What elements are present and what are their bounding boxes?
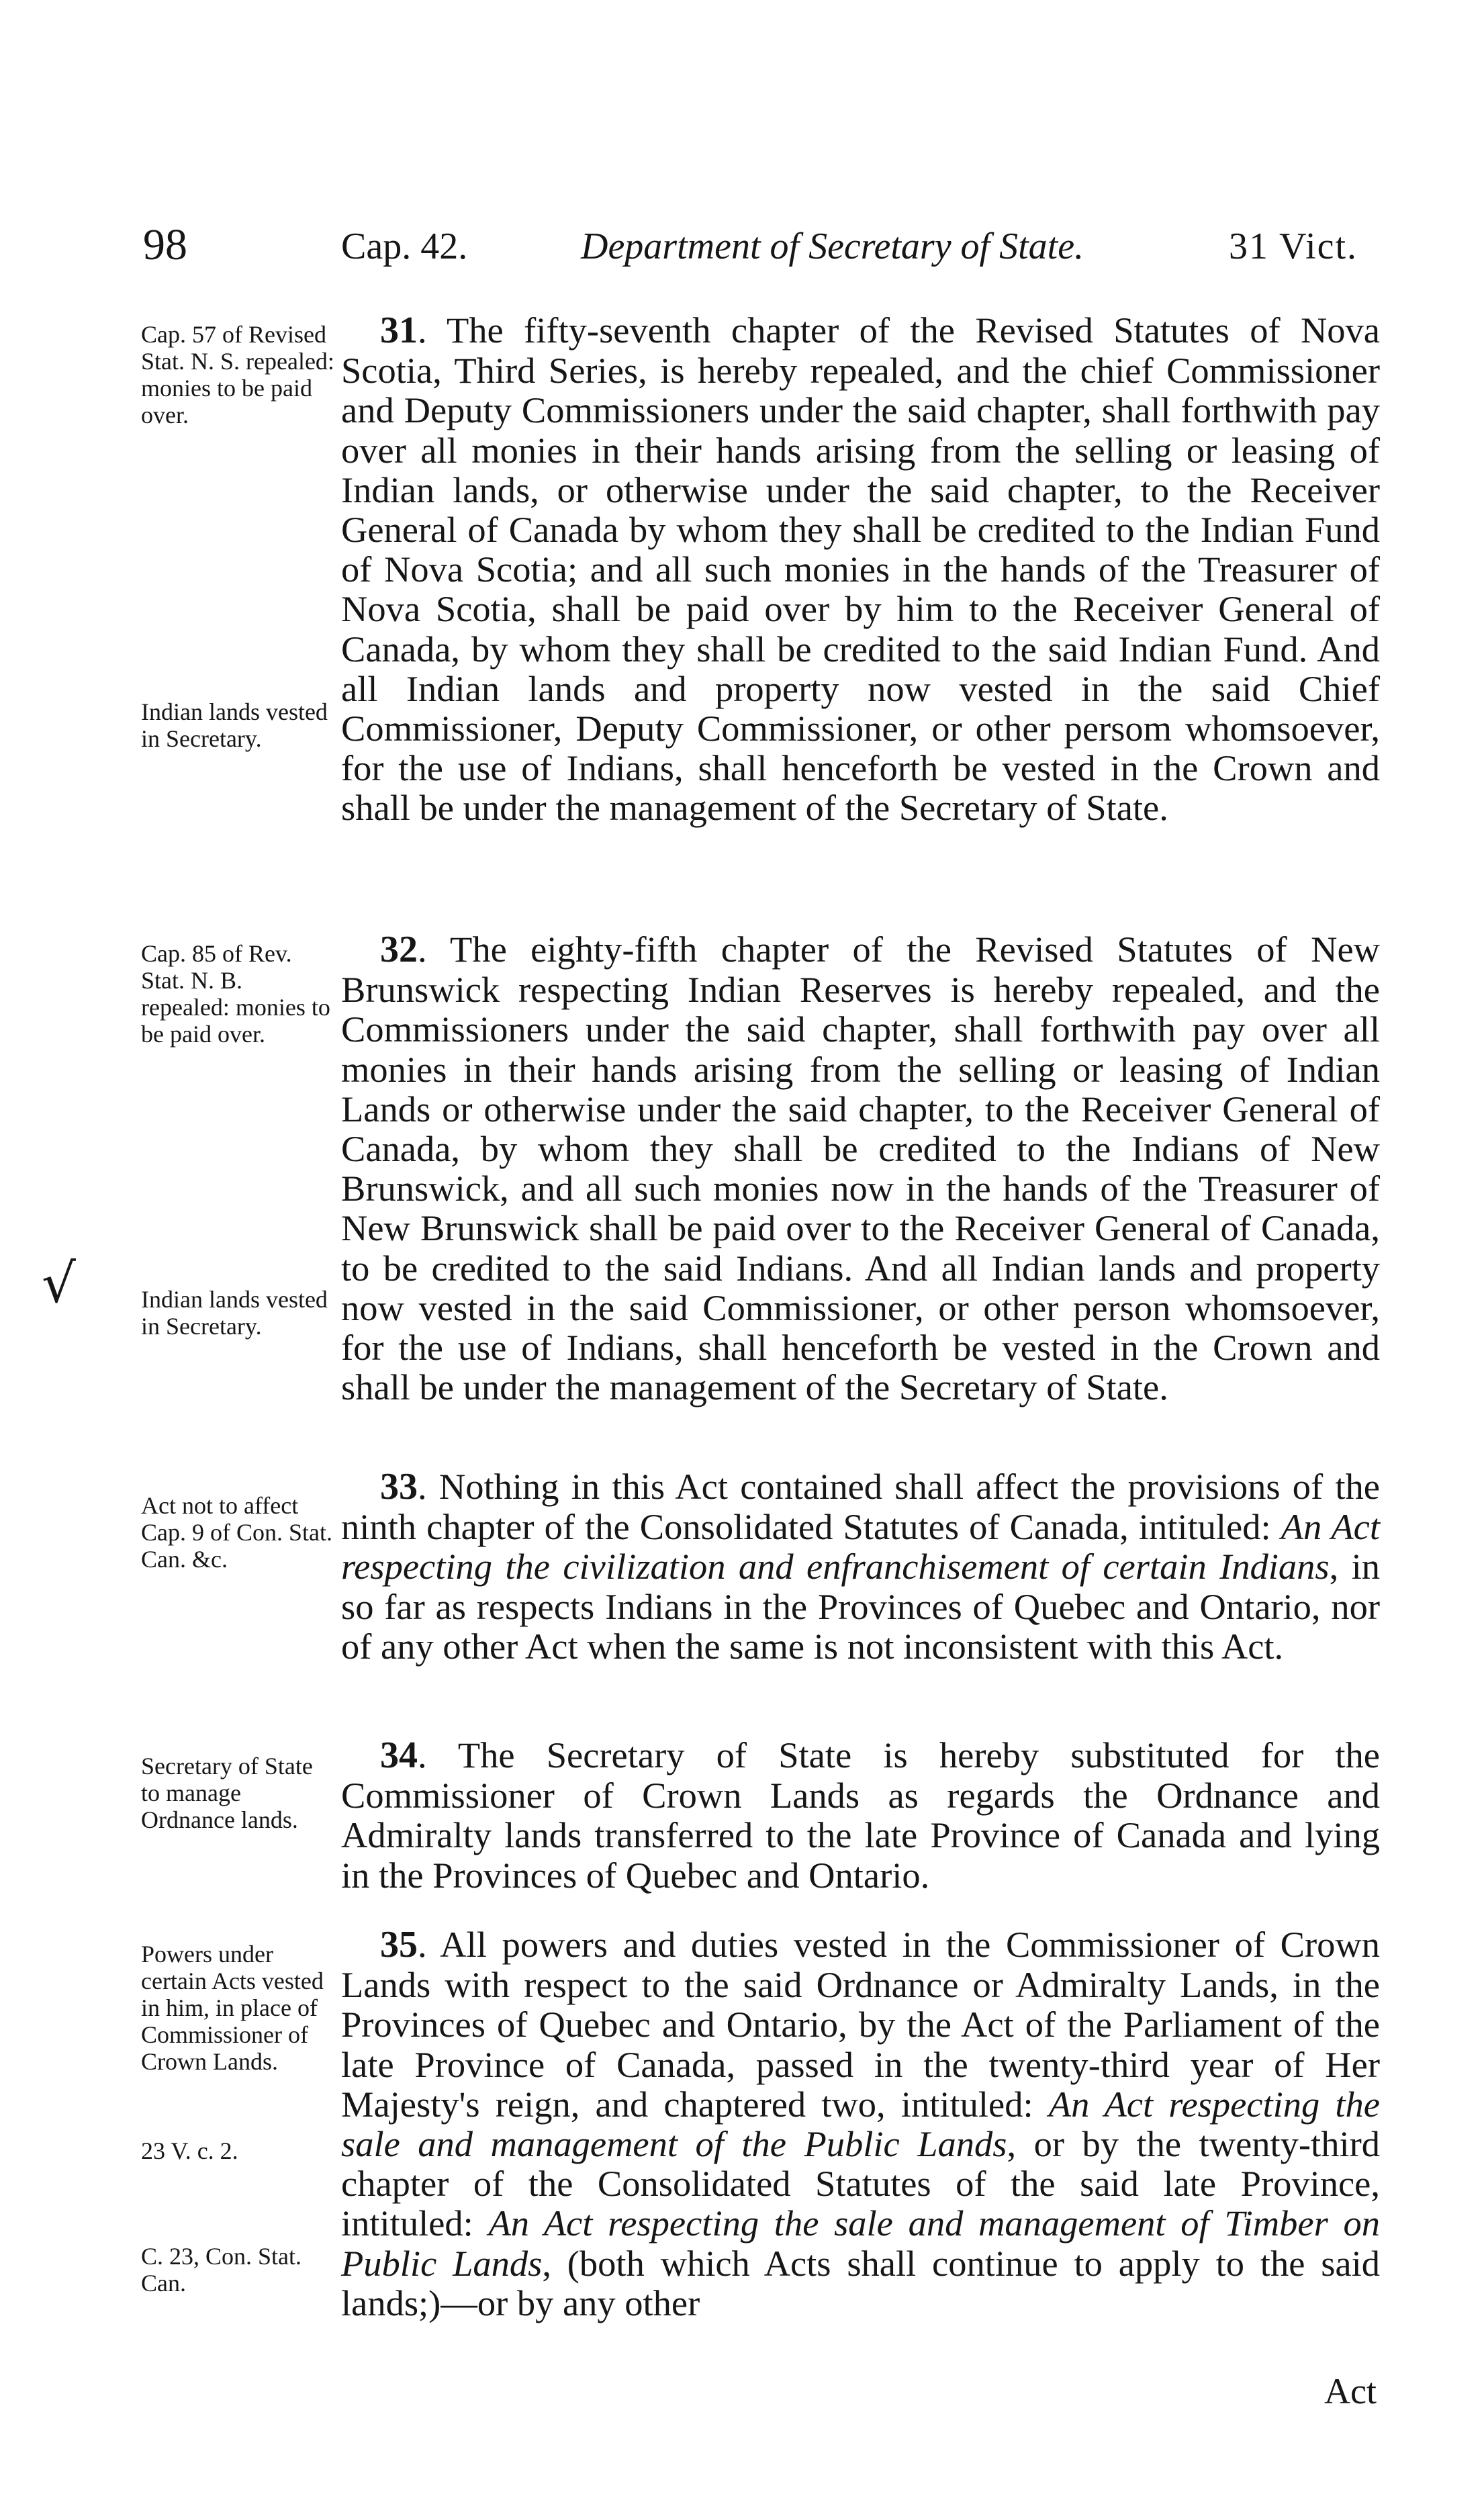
section-number: 32: [380, 929, 418, 970]
section-number: 33: [380, 1466, 418, 1508]
section-text: . The eighty-fifth chapter of the Revised Statutes of New Brunswick respecting Indian Reserves is hereby repealed, and the Commissioners under the said chapter, shall forthwith pay over all monies in their hands arising from the selling or leasing of Indian Lands or otherwise under the said chapter, to the Receiver General of Canada, by whom they shall be credited to the Indians of New Brunswick, and all such monies now in the hands of the Treasurer of New Brunswick shall be paid over to the Receiver General of Canada, to be credited to the said Indians. And all Indian lands and property now vested in the said Commissioner, or other person whomsoever, for the use of Indians, shall henceforth be vested in the Crown and shall be under the management of the Secretary of State.: [341, 929, 1380, 1408]
section-body: [341, 1925, 1380, 2323]
section-number: 35: [380, 1924, 418, 1965]
page-number: 98: [143, 220, 187, 269]
act-title: An Act respecting the sale and management of Timber on Public Lands: [341, 2203, 1380, 2284]
chapter-label: Cap. 42.: [341, 226, 468, 267]
section-body: [341, 1735, 1380, 1895]
marginal-note: C. 23, Con. Stat. Can.: [141, 2243, 302, 2297]
marginal-note: Cap. 57 of Revised Stat. N. S. repealed: monies to be paid over.: [141, 321, 334, 428]
section-number: 31: [380, 310, 418, 351]
marginal-note: Cap. 85 of Rev. Stat. N. B. repealed: monies to be paid over.: [141, 940, 330, 1048]
section-text: . Nothing in this Act contained shall affect the provisions of the ninth chapter of the Consolidated Statutes of Canada, intituled:: [341, 1466, 1380, 1548]
marginal-note: Secretary of State to manage Ordnance lands.: [141, 1753, 313, 1833]
section-text: , (both which Acts shall continue to apply to the said lands;)—or by any other: [341, 2242, 1380, 2323]
section-body: [341, 1467, 1380, 1666]
marginal-note: Act not to affect Cap. 9 of Con. Stat. Can. &c.: [141, 1492, 332, 1573]
section-text: . The fifty-seventh chapter of the Revised Statutes of Nova Scotia, Third Series, is hereby repealed, and the chief Commissioner and Deputy Commissioners under the said chapter, shall forthwith pay over all monies in their hands arising from the selling or leasing of Indian lands, or otherwise under the said chapter, to the Receiver General of Canada by whom they shall be credited to the Indian Fund of Nova Scotia; and all such monies in the hands of the Treasurer of Nova Scotia, shall be paid over by him to the Receiver General of Canada, by whom they shall be credited to the said Indian Fund. And all Indian lands and property now vested in the said Chief Commissioner, Deputy Commissioner, or other persom whomsoever, for the use of Indians, shall henceforth be vested in the Crown and shall be under the management of the Secretary of State.: [341, 310, 1380, 829]
section-body: [341, 310, 1380, 828]
running-header: [138, 220, 1380, 285]
session-label: 31 Vict.: [1229, 226, 1358, 267]
act-title: An Act respecting the sale and management of the Public Lands: [341, 2083, 1380, 2165]
marginal-note: Powers under certain Acts vested in him, in place of Commissioner of Crown Lands.: [141, 1941, 324, 2075]
marginal-note: Indian lands vested in Secretary.: [141, 698, 328, 752]
section-text: . All powers and duties vested in the Commissioner of Crown Lands with respect to the said Ordnance or Admiralty Lands, in the Provinces of Quebec and Ontario, by the Act of the Parliament of the late Province of Canada, passed in the twenty-third year of Her Majesty's reign, and chaptered two, intituled:: [341, 1924, 1380, 2125]
section-body: [341, 929, 1380, 1407]
catchword: Act: [1324, 2371, 1377, 2411]
marginal-note: Indian lands vested in Secretary.: [141, 1286, 328, 1340]
section-text: , or by the twenty-third chapter of the Consolidated Statutes of the said late Province, intituled:: [341, 2123, 1380, 2244]
running-title: Department of Secretary of State.: [581, 226, 1084, 267]
section-number: 34: [380, 1734, 418, 1776]
check-mark: √: [42, 1252, 76, 1315]
section-text: , in so far as respects Indians in the Provinces of Quebec and Ontario, nor of any other Act when the same is not inconsistent with this Act.: [341, 1546, 1380, 1667]
section-text: . The Secretary of State is hereby substituted for the Commissioner of Crown Lands as regards the Ordnance and Admiralty lands transferred to the late Province of Canada and lying in the Provinces of Quebec and Ontario.: [341, 1734, 1380, 1896]
marginal-note: 23 V. c. 2.: [141, 2137, 238, 2164]
act-title: An Act respecting the civilization and enfranchisement of certain Indians: [341, 1506, 1380, 1587]
